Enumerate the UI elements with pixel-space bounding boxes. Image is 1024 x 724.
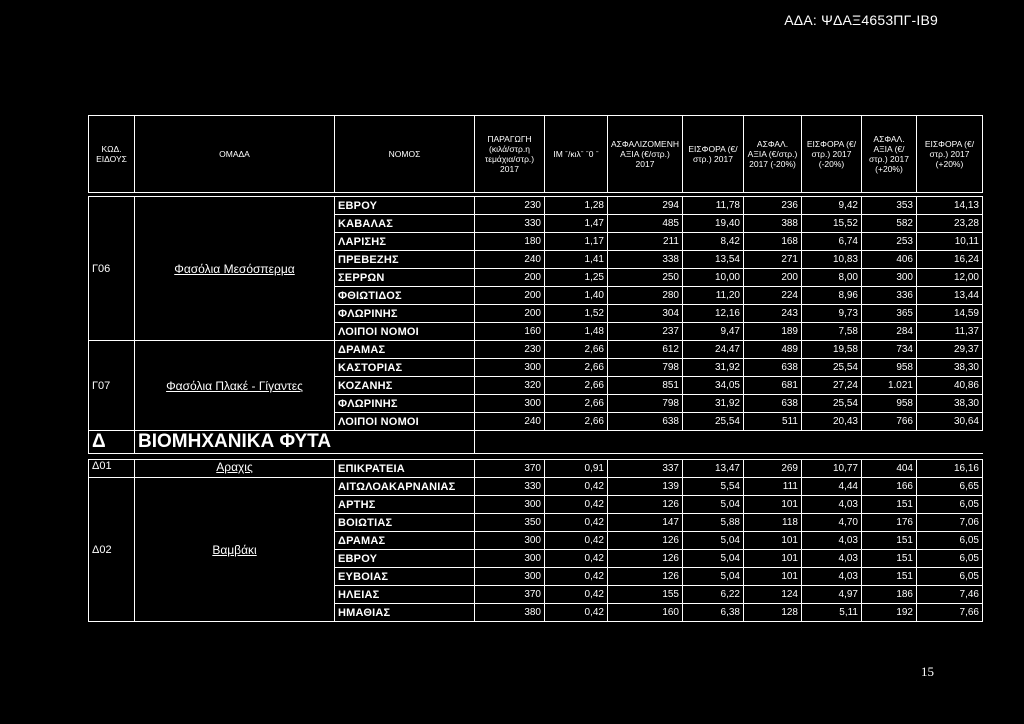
contribution-plus20-cell: 7,06 bbox=[917, 514, 983, 532]
prefecture-cell: ΣΕΡΡΩΝ bbox=[335, 269, 475, 287]
table-row bbox=[89, 460, 983, 478]
contribution-cell: 5,04 bbox=[683, 568, 744, 586]
contribution-cell: 6,22 bbox=[683, 586, 744, 604]
value-minus20-cell: 638 bbox=[744, 395, 802, 413]
contribution-minus20-cell: 9,73 bbox=[802, 305, 862, 323]
price-cell: 0,42 bbox=[545, 478, 608, 496]
contribution-minus20-cell: 4,03 bbox=[802, 496, 862, 514]
value-plus20-cell: 151 bbox=[862, 496, 917, 514]
value-minus20-cell: 111 bbox=[744, 478, 802, 496]
contribution-plus20-cell: 16,24 bbox=[917, 251, 983, 269]
contribution-minus20-cell: 4,03 bbox=[802, 550, 862, 568]
contribution-minus20-cell: 8,96 bbox=[802, 287, 862, 305]
value-minus20-cell: 489 bbox=[744, 341, 802, 359]
value-plus20-cell: 336 bbox=[862, 287, 917, 305]
contribution-plus20-cell: 6,05 bbox=[917, 496, 983, 514]
contribution-minus20-cell: 25,54 bbox=[802, 395, 862, 413]
value-minus20-cell: 681 bbox=[744, 377, 802, 395]
production-cell: 300 bbox=[475, 550, 545, 568]
group-code: Δ01 bbox=[89, 460, 135, 478]
production-cell: 200 bbox=[475, 269, 545, 287]
contribution-cell: 31,92 bbox=[683, 395, 744, 413]
value-plus20-cell: 284 bbox=[862, 323, 917, 341]
prefecture-cell: ΦΛΩΡΙΝΗΣ bbox=[335, 395, 475, 413]
price-cell: 1,28 bbox=[545, 197, 608, 215]
header-row bbox=[89, 116, 983, 193]
price-cell: 0,42 bbox=[545, 532, 608, 550]
prefecture-cell: ΦΘΙΩΤΙΔΟΣ bbox=[335, 287, 475, 305]
price-cell: 2,66 bbox=[545, 413, 608, 431]
value-minus20-cell: 128 bbox=[744, 604, 802, 622]
header-contribution-plus20: ΕΙΣΦΟΡΑ (€/στρ.) 2017 (+20%) bbox=[917, 116, 983, 193]
insured-value-cell: 126 bbox=[608, 550, 683, 568]
contribution-minus20-cell: 10,83 bbox=[802, 251, 862, 269]
insured-value-cell: 798 bbox=[608, 359, 683, 377]
insured-value-cell: 851 bbox=[608, 377, 683, 395]
insured-value-cell: 126 bbox=[608, 568, 683, 586]
contribution-cell: 31,92 bbox=[683, 359, 744, 377]
contribution-minus20-cell: 4,03 bbox=[802, 532, 862, 550]
contribution-minus20-cell: 5,11 bbox=[802, 604, 862, 622]
value-minus20-cell: 638 bbox=[744, 359, 802, 377]
value-minus20-cell: 118 bbox=[744, 514, 802, 532]
value-minus20-cell: 511 bbox=[744, 413, 802, 431]
prefecture-cell: ΕΠΙΚΡΑΤΕΙΑ bbox=[335, 460, 475, 478]
value-minus20-cell: 271 bbox=[744, 251, 802, 269]
document-reference: ΑΔΑ: ΨΔΑΞ4653ΠΓ-ΙΒ9 bbox=[784, 12, 938, 28]
value-plus20-cell: 253 bbox=[862, 233, 917, 251]
contribution-cell: 5,88 bbox=[683, 514, 744, 532]
insured-value-cell: 485 bbox=[608, 215, 683, 233]
contribution-minus20-cell: 6,74 bbox=[802, 233, 862, 251]
value-plus20-cell: 958 bbox=[862, 359, 917, 377]
section-empty bbox=[475, 431, 983, 454]
contribution-minus20-cell: 4,97 bbox=[802, 586, 862, 604]
price-cell: 1,52 bbox=[545, 305, 608, 323]
insured-value-cell: 211 bbox=[608, 233, 683, 251]
prefecture-cell: ΔΡΑΜΑΣ bbox=[335, 532, 475, 550]
price-cell: 2,66 bbox=[545, 395, 608, 413]
value-plus20-cell: 192 bbox=[862, 604, 917, 622]
contribution-plus20-cell: 10,11 bbox=[917, 233, 983, 251]
contribution-plus20-cell: 14,13 bbox=[917, 197, 983, 215]
price-cell: 1,47 bbox=[545, 215, 608, 233]
prefecture-cell: ΕΥΒΟΙΑΣ bbox=[335, 568, 475, 586]
production-cell: 370 bbox=[475, 586, 545, 604]
contribution-cell: 5,54 bbox=[683, 478, 744, 496]
header-price: ΙΜ ˉ/κιλˉ ˉ0 ˉ bbox=[545, 116, 608, 193]
contribution-cell: 11,78 bbox=[683, 197, 744, 215]
value-plus20-cell: 1.021 bbox=[862, 377, 917, 395]
contribution-minus20-cell: 19,58 bbox=[802, 341, 862, 359]
insured-value-cell: 338 bbox=[608, 251, 683, 269]
production-cell: 300 bbox=[475, 532, 545, 550]
production-cell: 330 bbox=[475, 478, 545, 496]
prefecture-cell: ΠΡΕΒΕΖΗΣ bbox=[335, 251, 475, 269]
production-cell: 300 bbox=[475, 496, 545, 514]
contribution-plus20-cell: 6,65 bbox=[917, 478, 983, 496]
contribution-plus20-cell: 40,86 bbox=[917, 377, 983, 395]
contribution-minus20-cell: 20,43 bbox=[802, 413, 862, 431]
prefecture-cell: ΗΛΕΙΑΣ bbox=[335, 586, 475, 604]
value-plus20-cell: 365 bbox=[862, 305, 917, 323]
insured-value-cell: 126 bbox=[608, 532, 683, 550]
production-cell: 230 bbox=[475, 197, 545, 215]
production-cell: 330 bbox=[475, 215, 545, 233]
insured-value-cell: 237 bbox=[608, 323, 683, 341]
value-minus20-cell: 124 bbox=[744, 586, 802, 604]
price-cell: 1,25 bbox=[545, 269, 608, 287]
table-row bbox=[89, 478, 983, 496]
contribution-cell: 6,38 bbox=[683, 604, 744, 622]
contribution-cell: 24,47 bbox=[683, 341, 744, 359]
contribution-plus20-cell: 6,05 bbox=[917, 532, 983, 550]
value-minus20-cell: 269 bbox=[744, 460, 802, 478]
value-plus20-cell: 766 bbox=[862, 413, 917, 431]
production-cell: 240 bbox=[475, 251, 545, 269]
prefecture-cell: ΦΛΩΡΙΝΗΣ bbox=[335, 305, 475, 323]
contribution-plus20-cell: 23,28 bbox=[917, 215, 983, 233]
contribution-plus20-cell: 6,05 bbox=[917, 568, 983, 586]
group-name: Βαμβάκι bbox=[135, 478, 335, 622]
contribution-plus20-cell: 7,46 bbox=[917, 586, 983, 604]
price-cell: 0,42 bbox=[545, 586, 608, 604]
prefecture-cell: ΚΑΒΑΛΑΣ bbox=[335, 215, 475, 233]
contribution-minus20-cell: 8,00 bbox=[802, 269, 862, 287]
group-name: Φασόλια Πλακέ - Γίγαντες bbox=[135, 341, 335, 431]
insured-value-cell: 155 bbox=[608, 586, 683, 604]
value-plus20-cell: 151 bbox=[862, 550, 917, 568]
production-cell: 200 bbox=[475, 287, 545, 305]
insured-value-cell: 304 bbox=[608, 305, 683, 323]
value-minus20-cell: 388 bbox=[744, 215, 802, 233]
value-plus20-cell: 166 bbox=[862, 478, 917, 496]
production-cell: 160 bbox=[475, 323, 545, 341]
prefecture-cell: ΔΡΑΜΑΣ bbox=[335, 341, 475, 359]
section-code: Δ bbox=[89, 431, 135, 454]
group-name: Φασόλια Μεσόσπερμα bbox=[135, 197, 335, 341]
contribution-cell: 10,00 bbox=[683, 269, 744, 287]
prefecture-cell: ΛΟΙΠΟΙ ΝΟΜΟΙ bbox=[335, 323, 475, 341]
value-minus20-cell: 236 bbox=[744, 197, 802, 215]
production-cell: 230 bbox=[475, 341, 545, 359]
value-minus20-cell: 200 bbox=[744, 269, 802, 287]
value-minus20-cell: 168 bbox=[744, 233, 802, 251]
price-cell: 2,66 bbox=[545, 359, 608, 377]
contribution-cell: 13,47 bbox=[683, 460, 744, 478]
contribution-cell: 5,04 bbox=[683, 496, 744, 514]
header-insured-value: ΑΣΦΑΛΙΖΟΜΕΝΗ ΑΞΙΑ (€/στρ.) 2017 bbox=[608, 116, 683, 193]
contribution-plus20-cell: 12,00 bbox=[917, 269, 983, 287]
prefecture-cell: ΗΜΑΘΙΑΣ bbox=[335, 604, 475, 622]
value-minus20-cell: 243 bbox=[744, 305, 802, 323]
production-cell: 180 bbox=[475, 233, 545, 251]
value-minus20-cell: 101 bbox=[744, 532, 802, 550]
price-cell: 1,40 bbox=[545, 287, 608, 305]
production-cell: 240 bbox=[475, 413, 545, 431]
value-minus20-cell: 189 bbox=[744, 323, 802, 341]
contribution-minus20-cell: 25,54 bbox=[802, 359, 862, 377]
value-plus20-cell: 404 bbox=[862, 460, 917, 478]
price-cell: 1,48 bbox=[545, 323, 608, 341]
value-plus20-cell: 151 bbox=[862, 532, 917, 550]
contribution-cell: 12,16 bbox=[683, 305, 744, 323]
insured-value-cell: 139 bbox=[608, 478, 683, 496]
production-cell: 300 bbox=[475, 395, 545, 413]
value-plus20-cell: 300 bbox=[862, 269, 917, 287]
price-cell: 2,66 bbox=[545, 341, 608, 359]
insured-value-cell: 638 bbox=[608, 413, 683, 431]
insured-value-cell: 798 bbox=[608, 395, 683, 413]
price-cell: 0,42 bbox=[545, 514, 608, 532]
value-plus20-cell: 734 bbox=[862, 341, 917, 359]
insured-value-cell: 612 bbox=[608, 341, 683, 359]
contribution-plus20-cell: 14,59 bbox=[917, 305, 983, 323]
price-cell: 0,42 bbox=[545, 604, 608, 622]
prefecture-cell: ΚΟΖΑΝΗΣ bbox=[335, 377, 475, 395]
contribution-minus20-cell: 4,70 bbox=[802, 514, 862, 532]
contribution-minus20-cell: 4,44 bbox=[802, 478, 862, 496]
value-plus20-cell: 582 bbox=[862, 215, 917, 233]
contribution-plus20-cell: 7,66 bbox=[917, 604, 983, 622]
prefecture-cell: ΛΑΡΙΣΗΣ bbox=[335, 233, 475, 251]
production-cell: 320 bbox=[475, 377, 545, 395]
price-cell: 1,41 bbox=[545, 251, 608, 269]
price-cell: 0,42 bbox=[545, 496, 608, 514]
price-cell: 0,42 bbox=[545, 568, 608, 586]
insured-value-cell: 147 bbox=[608, 514, 683, 532]
value-plus20-cell: 406 bbox=[862, 251, 917, 269]
price-cell: 1,17 bbox=[545, 233, 608, 251]
contribution-plus20-cell: 38,30 bbox=[917, 359, 983, 377]
contribution-plus20-cell: 6,05 bbox=[917, 550, 983, 568]
prefecture-cell: ΒΟΙΩΤΙΑΣ bbox=[335, 514, 475, 532]
contribution-cell: 19,40 bbox=[683, 215, 744, 233]
insured-value-cell: 160 bbox=[608, 604, 683, 622]
price-cell: 2,66 bbox=[545, 377, 608, 395]
contribution-cell: 5,04 bbox=[683, 550, 744, 568]
table-row bbox=[89, 197, 983, 215]
group-code: Γ07 bbox=[89, 341, 135, 431]
value-plus20-cell: 176 bbox=[862, 514, 917, 532]
header-value-plus20: ΑΣΦΑΛ. ΑΞΙΑ (€/στρ.) 2017 (+20%) bbox=[862, 116, 917, 193]
prefecture-cell: ΚΑΣΤΟΡΙΑΣ bbox=[335, 359, 475, 377]
contribution-plus20-cell: 13,44 bbox=[917, 287, 983, 305]
contribution-cell: 25,54 bbox=[683, 413, 744, 431]
contribution-cell: 8,42 bbox=[683, 233, 744, 251]
value-minus20-cell: 101 bbox=[744, 496, 802, 514]
prefecture-cell: ΛΟΙΠΟΙ ΝΟΜΟΙ bbox=[335, 413, 475, 431]
contribution-plus20-cell: 29,37 bbox=[917, 341, 983, 359]
prefecture-cell: ΕΒΡΟΥ bbox=[335, 550, 475, 568]
contribution-plus20-cell: 11,37 bbox=[917, 323, 983, 341]
contribution-plus20-cell: 30,64 bbox=[917, 413, 983, 431]
header-value-minus20: ΑΣΦΑΛ. ΑΞΙΑ (€/στρ.) 2017 (-20%) bbox=[744, 116, 802, 193]
value-plus20-cell: 186 bbox=[862, 586, 917, 604]
contribution-minus20-cell: 9,42 bbox=[802, 197, 862, 215]
value-plus20-cell: 958 bbox=[862, 395, 917, 413]
prefecture-cell: ΕΒΡΟΥ bbox=[335, 197, 475, 215]
contribution-minus20-cell: 7,58 bbox=[802, 323, 862, 341]
insured-value-cell: 294 bbox=[608, 197, 683, 215]
value-plus20-cell: 353 bbox=[862, 197, 917, 215]
production-cell: 350 bbox=[475, 514, 545, 532]
prefecture-cell: ΑΡΤΗΣ bbox=[335, 496, 475, 514]
insured-value-cell: 280 bbox=[608, 287, 683, 305]
group-code: Δ02 bbox=[89, 478, 135, 622]
header-production: ΠΑΡΑΓΩΓΗ (κιλά/στρ.η τεμάχια/στρ.) 2017 bbox=[475, 116, 545, 193]
group-code: Γ06 bbox=[89, 197, 135, 341]
contribution-cell: 11,20 bbox=[683, 287, 744, 305]
contribution-cell: 9,47 bbox=[683, 323, 744, 341]
section-row bbox=[89, 431, 983, 454]
header-contribution: ΕΙΣΦΟΡΑ (€/στρ.) 2017 bbox=[683, 116, 744, 193]
page-number: 15 bbox=[921, 664, 934, 679]
contribution-minus20-cell: 10,77 bbox=[802, 460, 862, 478]
price-cell: 0,91 bbox=[545, 460, 608, 478]
value-minus20-cell: 224 bbox=[744, 287, 802, 305]
production-cell: 300 bbox=[475, 359, 545, 377]
header-contribution-minus20: ΕΙΣΦΟΡΑ (€/στρ.) 2017 (-20%) bbox=[802, 116, 862, 193]
group-name: Αραχις bbox=[135, 460, 335, 478]
contribution-minus20-cell: 4,03 bbox=[802, 568, 862, 586]
value-plus20-cell: 151 bbox=[862, 568, 917, 586]
header-prefecture: ΝΟΜΟΣ bbox=[335, 116, 475, 193]
contribution-cell: 34,05 bbox=[683, 377, 744, 395]
insured-value-cell: 250 bbox=[608, 269, 683, 287]
contribution-cell: 13,54 bbox=[683, 251, 744, 269]
header-code: ΚΩΔ. ΕΙΔΟΥΣ bbox=[89, 116, 135, 193]
value-minus20-cell: 101 bbox=[744, 568, 802, 586]
prefecture-cell: ΑΙΤΩΛΟΑΚΑΡΝΑΝΙΑΣ bbox=[335, 478, 475, 496]
value-minus20-cell: 101 bbox=[744, 550, 802, 568]
section-title: ΒΙΟΜΗΧΑΝΙΚΑ ΦΥΤΑ bbox=[135, 431, 475, 454]
price-cell: 0,42 bbox=[545, 550, 608, 568]
contribution-plus20-cell: 38,30 bbox=[917, 395, 983, 413]
contribution-minus20-cell: 27,24 bbox=[802, 377, 862, 395]
contribution-minus20-cell: 15,52 bbox=[802, 215, 862, 233]
contribution-cell: 5,04 bbox=[683, 532, 744, 550]
insurance-table bbox=[88, 115, 983, 622]
insured-value-cell: 337 bbox=[608, 460, 683, 478]
production-cell: 200 bbox=[475, 305, 545, 323]
table-row bbox=[89, 341, 983, 359]
production-cell: 300 bbox=[475, 568, 545, 586]
production-cell: 370 bbox=[475, 460, 545, 478]
contribution-plus20-cell: 16,16 bbox=[917, 460, 983, 478]
production-cell: 380 bbox=[475, 604, 545, 622]
header-group: ΟΜΑΔΑ bbox=[135, 116, 335, 193]
insured-value-cell: 126 bbox=[608, 496, 683, 514]
